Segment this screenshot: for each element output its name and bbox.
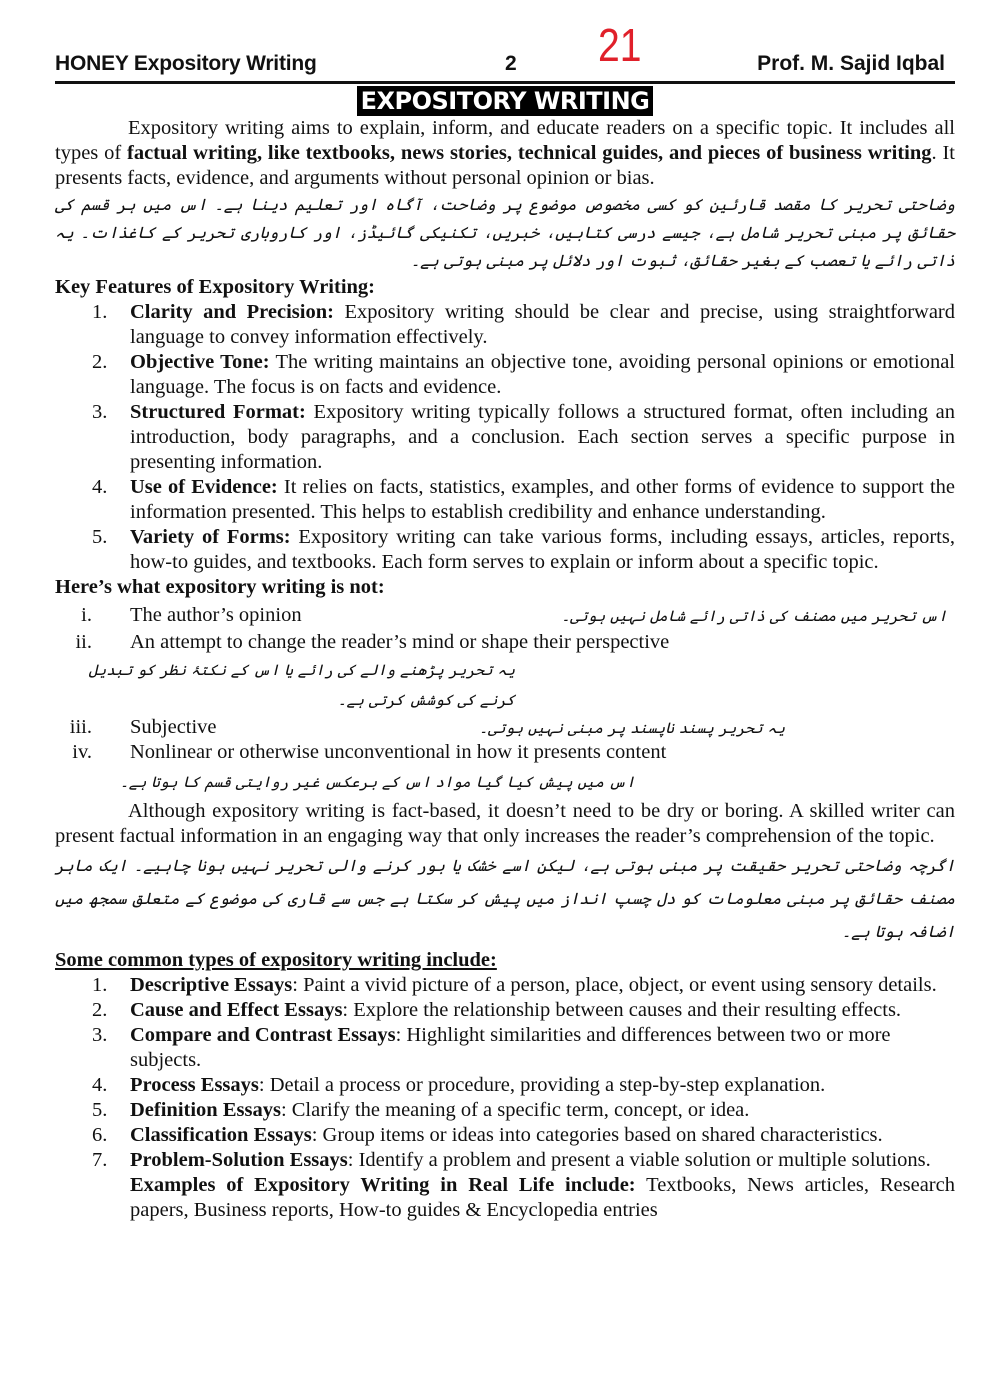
intro-paragraph bbox=[55, 116, 955, 191]
page-title: EXPOSITORY WRITING bbox=[357, 86, 654, 116]
item-text: : Clarify the meaning of a specific term, concept, or idea. bbox=[280, 1099, 750, 1121]
list-item bbox=[55, 715, 955, 740]
list-item bbox=[55, 1098, 955, 1123]
item-urdu: یہ تحریر پسند ناپسند پر مبنی نہیں ہوتی۔ bbox=[479, 719, 785, 737]
item-number: 3. bbox=[92, 401, 108, 423]
item-urdu: اس میں پیش کیا گیا مواد اس کے برعکس غیر روایتی قسم کا ہوتا ہے۔ bbox=[120, 773, 635, 791]
item-term: Use of Evidence: bbox=[130, 476, 278, 498]
item-text: Subjective bbox=[130, 716, 217, 738]
list-item bbox=[55, 630, 955, 655]
item-number: 2. bbox=[92, 351, 108, 373]
item-number: 4. bbox=[92, 476, 108, 498]
item-number: 1. bbox=[92, 301, 108, 323]
list-item bbox=[55, 973, 955, 998]
header-book-title: HONEY Expository Writing bbox=[55, 52, 317, 75]
item-number: i. bbox=[81, 604, 92, 626]
list-item bbox=[55, 1023, 955, 1073]
item-number: 5. bbox=[92, 1099, 108, 1121]
page-number: 21 bbox=[598, 19, 642, 71]
item-urdu: یہ تحریر پڑھنے والے کی رائے یا اس کے نکتۂ نظر کو تبدیل کرنے کی کوشش کرتی ہے۔ bbox=[88, 661, 515, 709]
not-list bbox=[55, 603, 955, 799]
item-text: Expository writing can take various forms, including essays, articles, reports, how-to guides, and textbooks. Each form serves to explain or inform about a specific topic. bbox=[130, 526, 955, 573]
item-text: : Paint a vivid picture of a person, place, object, or event using sensory details. bbox=[292, 974, 937, 996]
item-text: The writing maintains an objective tone, avoiding personal opinions or emotional language. The focus is on facts and evidence. bbox=[130, 351, 955, 398]
list-item bbox=[55, 400, 955, 475]
item-text: It relies on facts, statistics, examples, and other forms of evidence to support the information presented. This helps to establish credibility and enhance understanding. bbox=[130, 476, 955, 523]
item-number: 1. bbox=[92, 974, 108, 996]
item-number: ii. bbox=[75, 631, 92, 653]
key-features-list bbox=[55, 300, 955, 575]
key-features-heading: Key Features of Expository Writing: bbox=[55, 276, 376, 298]
item-text: : Detail a process or procedure, providing a step-by-step explanation. bbox=[258, 1074, 826, 1096]
item-number: 7. bbox=[92, 1149, 108, 1171]
examples-paragraph bbox=[55, 1173, 955, 1223]
intro-text-end: . It presents facts, evidence, and arguments without personal opinion or bias. bbox=[55, 142, 955, 189]
item-text: : Identify a problem and present a viable solution or multiple solutions. bbox=[347, 1149, 931, 1171]
item-number: iv. bbox=[72, 741, 92, 763]
list-item bbox=[55, 300, 955, 350]
item-text: An attempt to change the reader’s mind or shape their perspective bbox=[130, 631, 670, 653]
list-item bbox=[55, 350, 955, 400]
title-wrap bbox=[55, 86, 955, 116]
intro-urdu-translation: وضاحتی تحریر کا مقصد قارئین کو کسی مخصوص موضوع پر وضاحت، آگاہ اور تعلیم دینا ہے۔ اس میں ہر قسم کی حقائق پر مبنی تحریر شامل ہے، جیسے درسی کتابیں، خبریں، تکنیکی گائیڈز، اور کاروباری تحریر کے کاغذات۔ یہ ذاتی رائے یا تعصب کے بغیر حقائق، ثبوت اور دلائل پر مبنی ہوتی ہے۔ bbox=[55, 195, 955, 270]
list-item bbox=[55, 740, 955, 765]
item-term: Structured Format: bbox=[130, 401, 306, 423]
list-item bbox=[55, 1073, 955, 1098]
item-text: Expository writing typically follows a structured format, often including an introduction, body paragraphs, and a conclusion. Each section serves a specific purpose in presenting information. bbox=[130, 401, 955, 473]
although-paragraph: Although expository writing is fact-based, it doesn’t need to be dry or boring. A skilled writer can present factual information in an engaging way that only increases the reader’s comprehension of the topic. bbox=[55, 800, 955, 847]
header-author: Prof. M. Sajid Iqbal bbox=[757, 52, 945, 75]
item-term: Definition Essays bbox=[130, 1099, 281, 1121]
header-section-number: 2 bbox=[505, 52, 517, 75]
item-text: : Explore the relationship between causes and their resulting effects. bbox=[342, 999, 902, 1021]
list-item bbox=[55, 998, 955, 1023]
item-term: Classification Essays bbox=[130, 1124, 312, 1146]
header-divider bbox=[55, 81, 955, 84]
list-item bbox=[55, 603, 955, 628]
item-number: 2. bbox=[92, 999, 108, 1021]
item-term: Variety of Forms: bbox=[130, 526, 291, 548]
item-term: Compare and Contrast Essays bbox=[130, 1024, 396, 1046]
item-number: 4. bbox=[92, 1074, 108, 1096]
examples-text: Textbooks, News articles, Research papers, Business reports, How-to guides & Encyclopedia entries bbox=[130, 1174, 955, 1221]
list-item bbox=[55, 525, 955, 575]
item-term: Problem-Solution Essays bbox=[130, 1149, 348, 1171]
item-text: Expository writing should be clear and precise, using straightforward language to convey information effectively. bbox=[130, 301, 956, 348]
item-term: Objective Tone: bbox=[130, 351, 270, 373]
item-number: 5. bbox=[92, 526, 108, 548]
page-header bbox=[55, 0, 955, 84]
list-item bbox=[55, 1123, 955, 1148]
types-heading: Some common types of expository writing include: bbox=[55, 949, 497, 971]
item-urdu: اس تحریر میں مصنف کی ذاتی رائے شامل نہیں ہوتی۔ bbox=[561, 607, 947, 625]
item-text: : Highlight similarities and differences between two or more subjects. bbox=[130, 1024, 891, 1071]
document-body bbox=[55, 116, 955, 1223]
although-urdu-translation: اگرچہ وضاحتی تحریر حقیقت پر مبنی ہوتی ہے، لیکن اسے خشک یا بور کرنے والی تحریر نہیں ہونا چاہیے۔ ایک ماہر مصنف حقائق پر مبنی معلومات کو دل چسپ انداز میں پیش کر سکتا ہے جس سے قاری کی موضوع کے متعلق سمجھ میں اضافہ ہوتا ہے۔ bbox=[55, 856, 955, 941]
not-section-heading: Here’s what expository writing is not: bbox=[55, 576, 385, 598]
list-item bbox=[55, 475, 955, 525]
item-number: 3. bbox=[92, 1024, 108, 1046]
intro-text: Expository writing aims to explain, inform, and educate readers on a specific topic. It includes all types of bbox=[55, 117, 955, 164]
item-text: Nonlinear or otherwise unconventional in how it presents content bbox=[130, 741, 667, 763]
list-item bbox=[55, 1148, 955, 1173]
item-term: Clarity and Precision: bbox=[130, 301, 334, 323]
types-list bbox=[55, 973, 955, 1173]
item-number: iii. bbox=[69, 716, 92, 738]
item-term: Cause and Effect Essays bbox=[130, 999, 343, 1021]
item-text: : Group items or ideas into categories based on shared characteristics. bbox=[311, 1124, 883, 1146]
item-term: Descriptive Essays bbox=[130, 974, 293, 996]
item-term: Process Essays bbox=[130, 1074, 259, 1096]
examples-label: Examples of Expository Writing in Real Life include: bbox=[130, 1174, 636, 1196]
intro-bold-text: factual writing, like textbooks, news stories, technical guides, and pieces of business writing bbox=[127, 142, 932, 164]
item-number: 6. bbox=[92, 1124, 108, 1146]
item-text: The author’s opinion bbox=[130, 604, 302, 626]
